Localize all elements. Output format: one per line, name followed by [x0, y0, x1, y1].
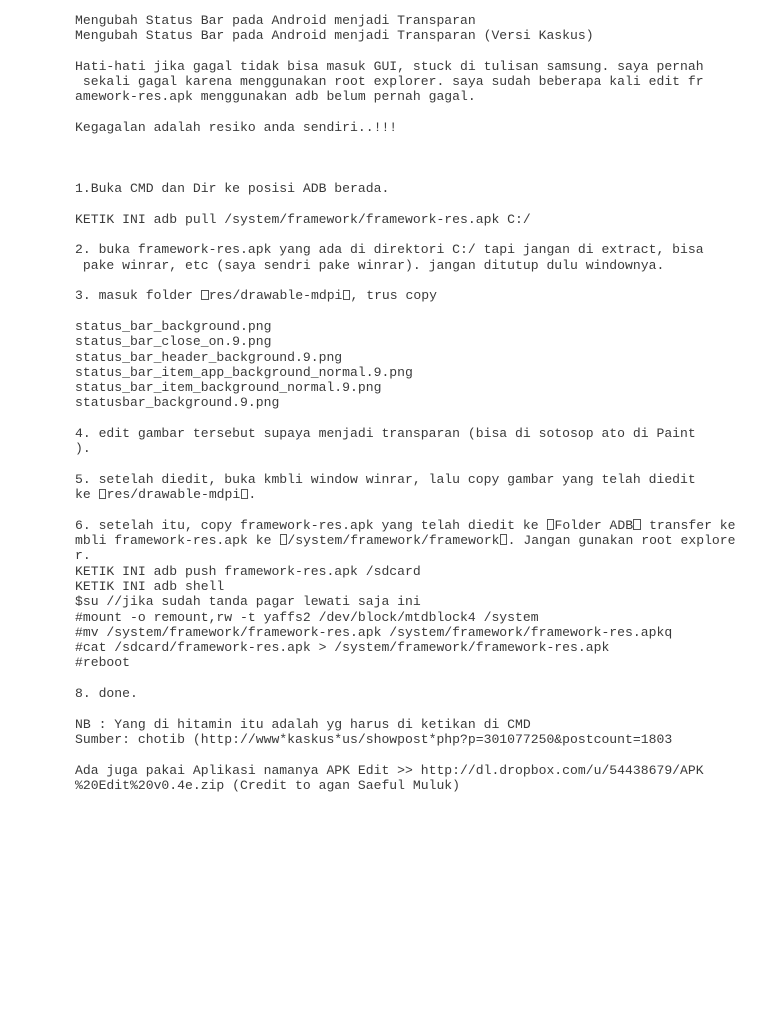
step-5-after: . [248, 487, 257, 503]
step-3 [75, 288, 715, 303]
step-6-folder: Folder ADB [554, 517, 634, 533]
step-5-before: ke [75, 487, 99, 503]
step-6-path: /system/framework/framework [287, 533, 500, 549]
note-line: NB : Yang di hitamin itu adalah yg harus di ketikan di CMD [75, 716, 531, 732]
step-6-before: 6. setelah itu, copy framework-res.apk yang telah diedit ke [75, 517, 547, 533]
step-3-path: res/drawable-mdpi [208, 288, 343, 304]
missing-glyph-icon [241, 489, 249, 500]
command-line: $su //jika sudah tanda pagar lewati saja ini [75, 594, 421, 610]
apk-edit-line-2: %20Edit%20v0.4e.zip (Credit to agan Saeful Muluk) [75, 777, 461, 793]
command-line: KETIK INI adb shell [75, 578, 225, 594]
step-6-after: transfer ke [641, 517, 736, 533]
command-line: #reboot [75, 655, 131, 671]
missing-glyph-icon [201, 290, 209, 301]
warning-text: Kegagalan adalah resiko anda sendiri..!!! [75, 120, 398, 136]
step-4-line-2: ). [75, 441, 91, 457]
step-3-after: , trus copy [350, 288, 437, 304]
command-list [75, 564, 715, 671]
file-item: status_bar_item_app_background_normal.9.png [75, 364, 413, 380]
step-8: 8. done. [75, 686, 138, 702]
step-6-line-3: r. [75, 548, 91, 564]
step-1-command: KETIK INI adb pull /system/framework/framework-res.apk C:/ [75, 211, 531, 227]
step-1: 1.Buka CMD dan Dir ke posisi ADB berada. [75, 181, 390, 197]
missing-glyph-icon [343, 290, 351, 301]
command-line: #mv /system/framework/framework-res.apk /system/framework/framework-res.apkq [75, 624, 673, 640]
step-4-line-1: 4. edit gambar tersebut supaya menjadi transparan (bisa di sotosop ato di Paint [75, 426, 696, 442]
step-2-line-2: pake winrar, etc (saya sendri pake winrar). jangan ditutup dulu windownya. [75, 257, 665, 273]
missing-glyph-icon [633, 519, 641, 530]
apk-edit-line-1: Ada juga pakai Aplikasi namanya APK Edit >> http://dl.dropbox.com/u/54438679/APK [75, 762, 704, 778]
step-5-line-1: 5. setelah diedit, buka kmbli window winrar, lalu copy gambar yang telah diedit [75, 471, 696, 487]
file-item: status_bar_item_background_normal.9.png [75, 380, 382, 396]
file-item: statusbar_background.9.png [75, 395, 280, 411]
step-2-line-1: 2. buka framework-res.apk yang ada di direktori C:/ tapi jangan di extract, bisa [75, 242, 704, 258]
step-6-line-2-before: mbli framework-res.apk ke [75, 533, 280, 549]
title-line-1: Mengubah Status Bar pada Android menjadi Transparan [75, 13, 476, 28]
missing-glyph-icon [99, 489, 107, 500]
command-line: KETIK INI adb push framework-res.apk /sdcard [75, 563, 421, 579]
file-item: status_bar_close_on.9.png [75, 334, 272, 350]
file-list [75, 319, 715, 411]
source-line: Sumber: chotib (http://www*kaskus*us/showpost*php?p=301077250&postcount=1803 [75, 731, 673, 747]
command-line: #cat /sdcard/framework-res.apk > /system/framework/framework-res.apk [75, 640, 610, 656]
step-5-line-2 [75, 487, 715, 502]
missing-glyph-icon [547, 519, 555, 530]
step-3-before: 3. masuk folder [75, 288, 201, 304]
intro-line-2: sekali gagal karena menggunakan root explorer. saya sudah beberapa kali edit fr [75, 74, 704, 90]
document-page [75, 13, 736, 793]
missing-glyph-icon [280, 534, 288, 545]
step-6-line-1 [75, 517, 736, 533]
step-6-line-2 [75, 533, 736, 549]
intro-line-1: Hati-hati jika gagal tidak bisa masuk GUI, stuck di tulisan samsung. saya pernah [75, 58, 704, 74]
missing-glyph-icon [500, 534, 508, 545]
file-item: status_bar_background.png [75, 318, 272, 334]
step-5-path: res/drawable-mdpi [106, 487, 241, 503]
title-line-2: Mengubah Status Bar pada Android menjadi Transparan (Versi Kaskus) [75, 28, 594, 44]
file-item: status_bar_header_background.9.png [75, 349, 343, 365]
command-line: #mount -o remount,rw -t yaffs2 /dev/block/mtdblock4 /system [75, 609, 539, 625]
intro-line-3: amework-res.apk menggunakan adb belum pernah gagal. [75, 89, 476, 105]
step-6-line-2-after: . Jangan gunakan root explore [507, 533, 736, 549]
